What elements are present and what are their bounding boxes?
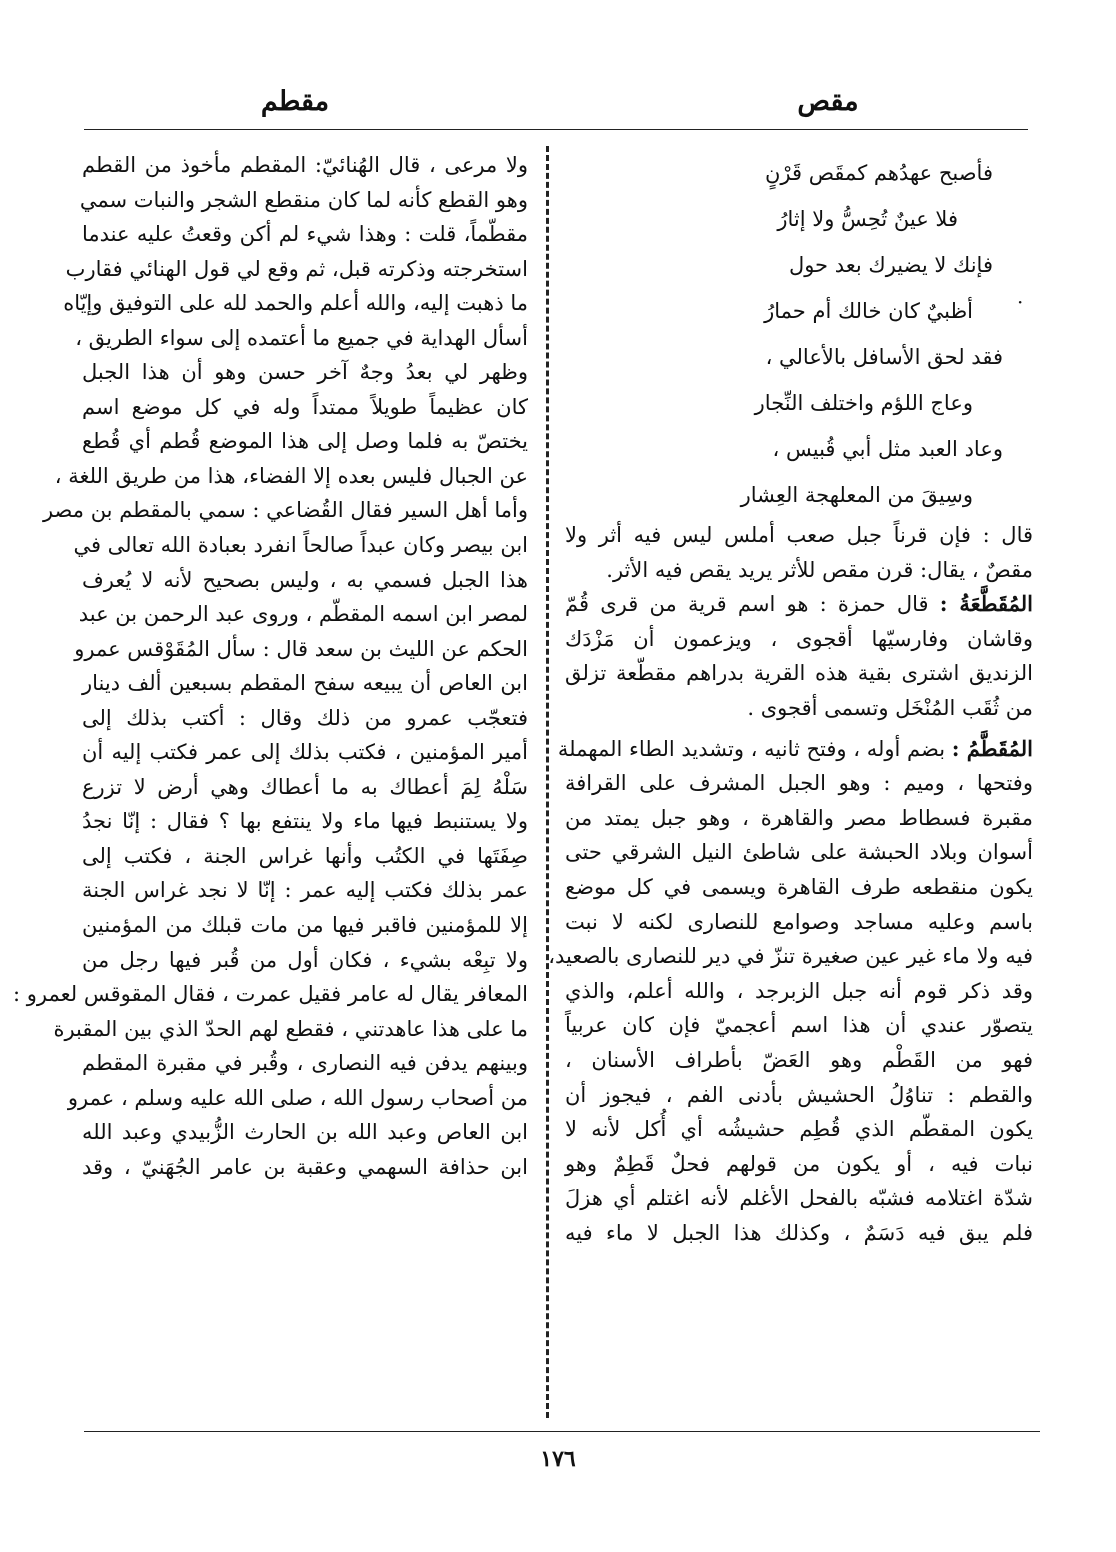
- text-line: الحكم عن الليث بن سعد قال : سأل المُقَوْقس عمرو: [74, 636, 528, 661]
- text-line: لمصر ابن اسمه المقطّم ، وروى عبد الرحمن بن عبد: [78, 602, 528, 627]
- text-line: شدّة اغتلامه فشبّه بالفحل الأغلم لأنه اغتلم أي هزلَ: [565, 1186, 1033, 1211]
- entry-first-line: [565, 587, 1033, 622]
- text-line: ابن العاص وعبد الله بن الحارث الزُّبيدي وعبد الله: [82, 1120, 528, 1145]
- text-line: ما ذهبت إليه، والله أعلم والحمد لله على التوفيق وإيّاه: [63, 291, 528, 316]
- text-line: ابن بيصر وكان عبداً صالحاً انفرد بعبادة الله تعالى في: [73, 533, 528, 558]
- text-line: يكون المقطّم الذي قُطِم حشيشُه أي أُكل لأنه لا: [565, 1117, 1033, 1142]
- text-line: يكون منقطعه طرف القاهرة ويسمى في كل موضع: [565, 874, 1033, 899]
- text-line: الزنديق اشترى بقية هذه القرية بدراهم مقطّعة تزلق: [565, 661, 1033, 686]
- entry-headword: المُقَطَّعَةُ :: [939, 591, 1033, 617]
- text-line: باسم وعليه مساجد وصوامع للنصارى لكنه لا نبت: [565, 909, 1033, 934]
- running-header-left: مقطم: [260, 86, 330, 117]
- text-line: ابن العاص أن يبيعه سفح المقطم بسبعين ألف دينار: [82, 671, 528, 696]
- poem-line: أظبيٌ كان خالك أم حمارُ: [764, 299, 973, 323]
- entry-text: بضم أوله ، وفتح ثانيه ، وتشديد الطاء المهملة: [557, 736, 946, 761]
- text-line: قال : فإن قرناً جبل صعب أملس ليس فيه أثر ولا: [565, 523, 1033, 547]
- text-line: إلا للمؤمنين فاقبر فيها من مات قبلك من المؤمنين: [82, 913, 528, 938]
- text-line: يتصوّر عندي أن هذا اسم أعجميّ فإن كان عربياً: [565, 1013, 1033, 1038]
- text-line: وبينهم يدفن فيه النصارى ، وقُبر في مقبرة المقطم: [82, 1051, 528, 1076]
- text-line: أسأل الهداية في جميع ما أعتمده إلى سواء الطريق ،: [75, 325, 528, 350]
- poem-line: فلا عينٌ تُحِسُّ ولا إثارُ: [777, 207, 958, 231]
- text-line: والقطم : تناوُلُ الحشيش بأدنى الفم ، فيجوز أن: [565, 1082, 1033, 1107]
- text-line: أمير المؤمنين ، فكتب بذلك إلى عمر فكتب إليه أن: [82, 740, 528, 765]
- text-line: سَلْهُ لِمَ أعطاك به ما أعطاك وهي أرض لا تزرع: [82, 774, 528, 799]
- text-line: مقطّماً، قلت : وهذا شيء لم أكن وقعتُ عليه عندما: [82, 222, 528, 247]
- poem-line: وعاد العبد مثل أبي قُبيس ،: [772, 437, 1003, 461]
- text-line: وأما أهل السير فقال القُضاعي : سمي بالمقطم بن مصر: [42, 498, 528, 523]
- poem-line: وسِيقَ من المعلهجة العِشار: [740, 483, 973, 507]
- poem-line: وعاج اللؤم واختلف النِّجار: [754, 391, 973, 415]
- text-line: فهو من القَطْم وهو العَضّ بأطراف الأسنان ،: [565, 1047, 1033, 1072]
- text-line: ابن حذافة السهمي وعقبة بن عامر الجُهَنيّ ، وقد: [82, 1154, 528, 1179]
- bottom-rule: [84, 1431, 1040, 1432]
- text-line: ولا يستنبط فيها ماء ولا ينتفع بها ؟ فقال : إنّا نجدُ: [82, 809, 528, 834]
- margin-dot: ·: [1017, 290, 1024, 314]
- text-line: وظهر لي بعدُ وجهٌ آخر حسن وهو أن هذا الجبل: [82, 360, 528, 385]
- text-line: فلم يبق فيه دَسَمٌ ، وكذلك هذا الجبل لا ماء فيه: [565, 1220, 1033, 1245]
- text-line: صِفَتَها في الكتُب وأنها غراس الجنة ، فكتب إلى: [82, 843, 528, 868]
- column-divider: [546, 146, 549, 1418]
- text-line: عن الجبال فليس بعده إلا الفضاء، هذا من طريق اللغة ،: [54, 463, 528, 488]
- text-line: مقبرة فسطاط مصر والقاهرة ، وهو جبل يمتد من: [565, 805, 1033, 830]
- text-line: من ثُقَب المُنْخَل وتسمى أقجوى .: [747, 695, 1033, 720]
- text-line: هذا الجبل فسمي به ، وليس بصحيح لأنه لا يُعرف: [82, 567, 528, 592]
- text-line: نبات فيه ، أو يكون من قولهم فحلٌ قَطِمٌ وهو: [565, 1151, 1033, 1176]
- text-line: وقاشان وفارسيّها أقجوى ، ويزعمون أن مَزْدَك: [565, 626, 1033, 651]
- top-rule: [84, 129, 1028, 130]
- text-line: ولا تبِعْه بشيء ، فكان أول من قُبر فيها رجل من: [82, 947, 528, 972]
- text-line: عمر بذلك فكتب إليه عمر : إنّا لا نجد غراس الجنة: [82, 878, 528, 903]
- text-line: يختصّ به فلما وصل إلى هذا الموضع قُطم أي قُطع: [82, 429, 528, 454]
- entry-headword: المُقَطَّمُ :: [951, 735, 1033, 761]
- text-line: كان عظيماً طويلاً ممتداً وله في كل موضع اسم: [82, 394, 528, 419]
- text-line: المعافر يقال له عامر فقيل عمرت ، فقال المقوقس لعمرو :: [13, 982, 528, 1007]
- text-line: استخرجته وذكرته قبل، ثم وقع لي قول الهنائي فقارب: [65, 256, 528, 281]
- text-line: وهو القطع كأنه لما كان منقطع الشجر والنبات سمي: [79, 187, 528, 212]
- right-column: [548, 150, 1033, 1250]
- text-line: مقصٌ ، يقال: قرن مقص للأثر يريد يقص فيه الأثر.: [606, 557, 1033, 582]
- page-number: ١٧٦: [540, 1446, 576, 1472]
- entry-first-line: [557, 732, 1033, 767]
- running-header-right: مقص: [797, 86, 859, 117]
- poem-line: فإنك لا يضيرك بعد حول: [788, 253, 993, 277]
- text-line: ولا مرعى ، قال الهُنائيّ: المقطم مأخوذ من القطم: [82, 153, 528, 177]
- text-line: فيه ولا ماء غير عين صغيرة تنزّ في دير للنصارى بالصعيد،: [548, 944, 1033, 969]
- text-line: من أصحاب رسول الله ، صلى الله عليه وسلم ، عمرو: [67, 1085, 528, 1110]
- poem-line: فأصبح عهدُهم كمقَص قَرْنٍ: [764, 161, 993, 185]
- text-line: فتعجّب عمرو من ذلك وقال : أكتب بذلك إلى: [82, 705, 528, 730]
- entry-text: قال حمزة : هو اسم قرية من قرى قُمّ: [565, 592, 929, 617]
- text-line: أسوان وبلاد الحبشة على شاطئ النيل الشرقي حتى: [565, 840, 1033, 865]
- left-column: [13, 148, 528, 1184]
- text-line: ما على هذا عاهدتني ، فقطع لهم الحدّ الذي بين المقبرة: [53, 1016, 528, 1041]
- text-line: وفتحها ، وميم : وهو الجبل المشرف على القرافة: [565, 771, 1033, 796]
- poem-line: فقد لحق الأسافل بالأعالي ،: [765, 345, 1003, 369]
- text-line: وقد ذكر قوم أنه جبل الزبرجد ، والله أعلم، والذي: [565, 978, 1033, 1003]
